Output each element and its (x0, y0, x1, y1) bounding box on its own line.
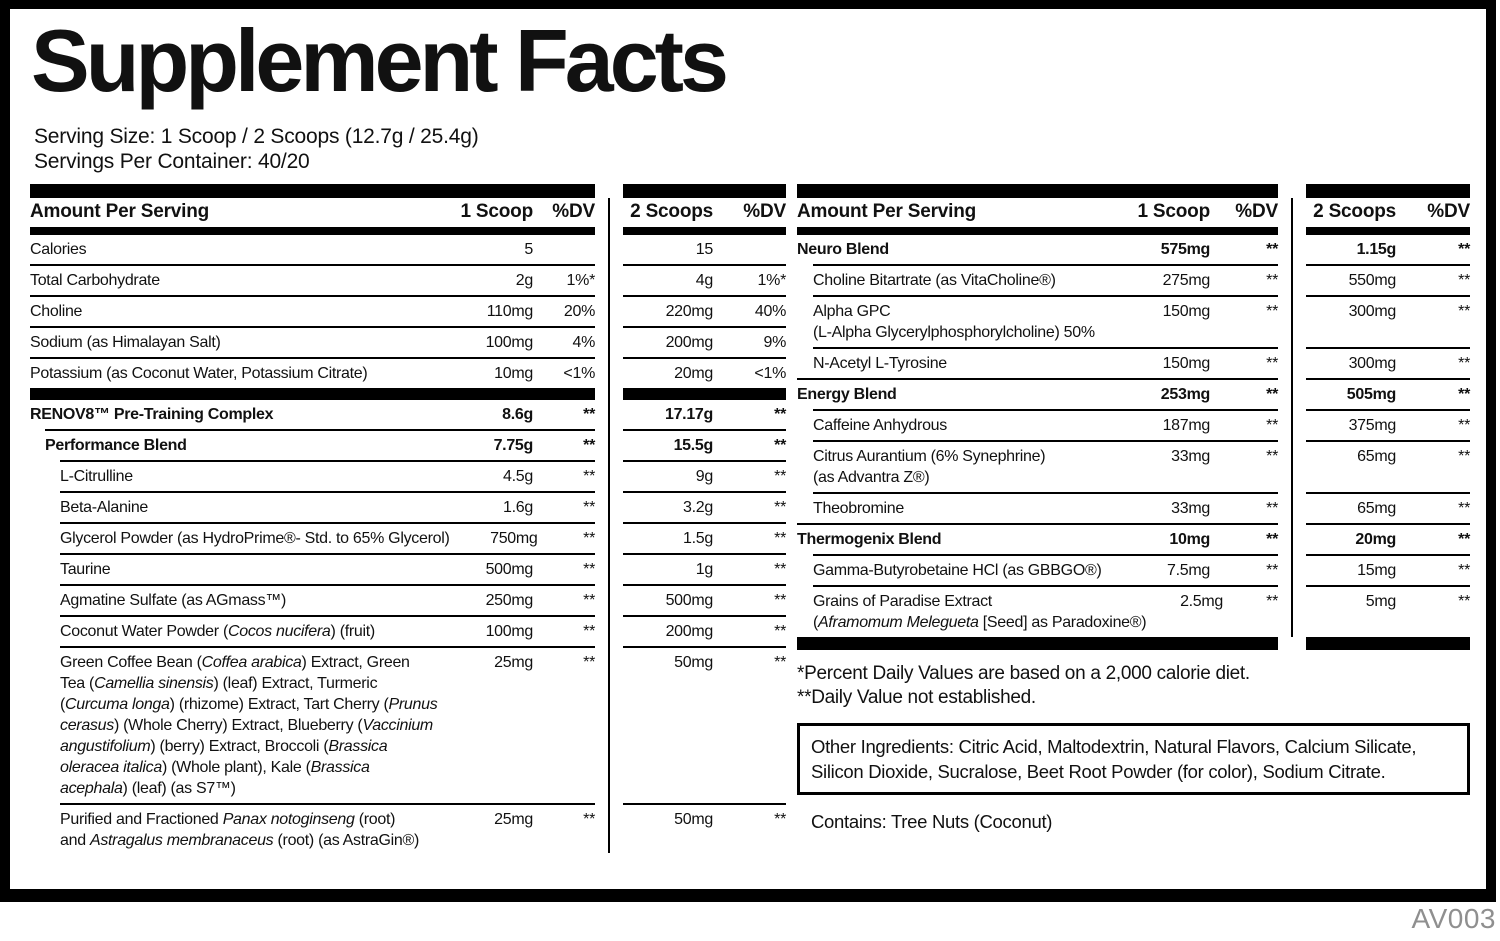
amount-1scoop: 150mg (1162, 303, 1210, 320)
amount-1scoop: 110mg (486, 303, 533, 320)
amount-1scoop: 4.5g (503, 468, 533, 485)
header-2scoops: 2 Scoops (630, 201, 713, 222)
header-dv: %DV (743, 201, 786, 222)
section-divider-bar (30, 388, 786, 400)
dv-1scoop: ** (583, 530, 595, 547)
header-amount-per-serving: Amount Per Serving (30, 201, 210, 222)
header-dv: %DV (552, 201, 595, 222)
ingredient-row (797, 492, 1470, 523)
ingredient-row (30, 646, 786, 803)
ingredient-row (797, 585, 1470, 637)
table-top-bar (797, 184, 1470, 198)
ingredient-name: Glycerol Powder (as HydroPrime®- Std. to 65% Glycerol) (60, 530, 450, 547)
ingredient-row (30, 295, 786, 326)
dv-2scoops: ** (774, 530, 786, 547)
dv-1scoop: ** (1266, 241, 1278, 258)
amount-2scoops: 505mg (1346, 386, 1396, 403)
amount-1scoop: 10mg (494, 365, 533, 382)
ingredient-row (797, 235, 1470, 264)
dv-1scoop: ** (583, 499, 595, 516)
nutrient-rows (30, 235, 786, 388)
nutrition-table-left (30, 184, 786, 855)
ingredient-row (797, 554, 1470, 585)
header-1scoop: 1 Scoop (460, 201, 533, 222)
amount-1scoop: 7.75g (493, 437, 533, 454)
ingredient-row (30, 491, 786, 522)
table-header-row (30, 198, 786, 227)
amount-2scoops: 50mg (674, 654, 713, 671)
ingredient-row (30, 357, 786, 388)
amount-1scoop: 250mg (485, 592, 533, 609)
header-2scoops: 2 Scoops (1313, 201, 1396, 222)
dv-1scoop: 20% (563, 303, 595, 320)
ingredient-name: Caffeine Anhydrous (813, 417, 947, 434)
dv-1scoop: 1%* (566, 272, 595, 289)
dv-2scoops: ** (774, 811, 786, 828)
amount-2scoops: 550mg (1348, 272, 1396, 289)
ingredient-row (797, 264, 1470, 295)
other-ingredients-box (797, 723, 1470, 795)
ingredient-name: Gamma-Butyrobetaine HCl (as GBBGO®) (813, 562, 1102, 579)
amount-2scoops: 65mg (1357, 500, 1396, 517)
dv-2scoops: ** (1458, 500, 1470, 517)
ingredient-name: Alpha GPC (L-Alpha Glycerylphosphorylcholine) 50% (813, 303, 1095, 341)
ingredient-row (797, 523, 1470, 554)
dv-1scoop: ** (583, 406, 595, 423)
dv-2scoops: ** (774, 468, 786, 485)
dv-1scoop: 4% (572, 334, 595, 351)
dv-2scoops: ** (774, 437, 786, 454)
ingredient-row (30, 553, 786, 584)
amount-1scoop: 150mg (1162, 355, 1210, 372)
dv-2scoops: 1%* (757, 272, 786, 289)
ingredient-row (30, 326, 786, 357)
amount-2scoops: 200mg (665, 334, 713, 351)
ingredient-row (797, 378, 1470, 409)
other-ingredients-text: Other Ingredients: Citric Acid, Maltodextrin, Natural Flavors, Calcium Silicate, Silicon Dioxide, Sucralose, Beet Root Powder (for color), Sodium Citrate. (811, 736, 1417, 782)
ingredient-row (30, 522, 786, 553)
dv-1scoop: ** (583, 623, 595, 640)
ingredient-name: Taurine (60, 561, 111, 578)
amount-1scoop: 750mg (490, 530, 538, 547)
ingredient-name: Citrus Aurantium (6% Synephrine) (as Advantra Z®) (813, 448, 1046, 486)
left-table-box (30, 184, 786, 855)
amount-1scoop: 7.5mg (1167, 562, 1210, 579)
ingredient-name: RENOV8™ Pre-Training Complex (30, 406, 274, 423)
ingredient-name: Green Coffee Bean (Coffea arabica) Extract, Green Tea (Camellia sinensis) (leaf) Extract, Turmeric (Curcuma longa) (rhizome) Extract, Tart Cherry (Prunus cerasus) (Whole Cherry) Extract, Blueberry (Vaccinium angustifolium) (berry) Extract, Broccoli (Brassica oleracea italica) (Whole plant), Kale (Brassica acephala) (leaf) (as S7™) (60, 654, 438, 797)
amount-2scoops: 15mg (1357, 562, 1396, 579)
header-divider-bar (797, 227, 1470, 235)
amount-2scoops: 200mg (665, 623, 713, 640)
dv-2scoops: ** (774, 592, 786, 609)
amount-2scoops: 17.17g (664, 406, 713, 423)
servings-per-container: Servings Per Container: 40/20 (34, 150, 310, 173)
serving-size: Serving Size: 1 Scoop / 2 Scoops (12.7g / 25.4g) (34, 125, 479, 148)
allergen-note: Contains: Tree Nuts (Coconut) (811, 811, 1053, 832)
amount-1scoop: 187mg (1162, 417, 1210, 434)
amount-2scoops: 50mg (674, 811, 713, 828)
amount-2scoops: 4g (695, 272, 713, 289)
ingredient-name: Thermogenix Blend (797, 531, 942, 548)
dv-1scoop: ** (1266, 417, 1278, 434)
daily-value-note: **Daily Value not established. (797, 687, 1036, 708)
ingredient-name: Theobromine (813, 500, 904, 517)
amount-1scoop: 575mg (1160, 241, 1210, 258)
amount-1scoop: 33mg (1171, 448, 1210, 465)
dv-2scoops: ** (1458, 417, 1470, 434)
amount-2scoops: 220mg (665, 303, 713, 320)
amount-2scoops: 9g (695, 468, 713, 485)
ingredient-name: Calories (30, 241, 87, 258)
dv-2scoops: ** (1458, 355, 1470, 372)
dv-2scoops: ** (774, 654, 786, 671)
amount-1scoop: 25mg (494, 811, 533, 828)
ingredient-row (30, 584, 786, 615)
ingredient-row (30, 460, 786, 491)
dv-1scoop: ** (1266, 448, 1278, 465)
dv-2scoops: ** (1458, 562, 1470, 579)
dv-2scoops: ** (774, 406, 786, 423)
dv-1scoop: ** (1266, 593, 1278, 610)
amount-1scoop: 100mg (485, 334, 533, 351)
dv-2scoops: ** (1458, 241, 1470, 258)
dv-2scoops: ** (774, 561, 786, 578)
percent-daily-value-note: *Percent Daily Values are based on a 2,000 calorie diet. (797, 663, 1250, 684)
amount-2scoops: 500mg (665, 592, 713, 609)
dv-1scoop: ** (1266, 355, 1278, 372)
table-header-row (797, 198, 1470, 227)
ingredient-name: Agmatine Sulfate (as AGmass™) (60, 592, 287, 609)
ingredient-name: Energy Blend (797, 386, 897, 403)
dv-2scoops: <1% (754, 365, 786, 382)
amount-1scoop: 5 (524, 241, 533, 258)
ingredient-row (30, 615, 786, 646)
amount-1scoop: 253mg (1160, 386, 1210, 403)
dv-1scoop: <1% (563, 365, 595, 382)
dv-2scoops: ** (1458, 593, 1470, 610)
amount-1scoop: 8.6g (502, 406, 533, 423)
dv-2scoops: ** (1458, 272, 1470, 289)
complex-rows (30, 400, 786, 855)
page-title: Supplement Facts (31, 11, 725, 110)
amount-1scoop: 33mg (1171, 500, 1210, 517)
ingredient-name: Choline Bitartrate (as VitaCholine®) (813, 272, 1056, 289)
ingredient-name: L-Citrulline (60, 468, 133, 485)
ingredient-row (30, 235, 786, 264)
ingredient-name: Neuro Blend (797, 241, 889, 258)
amount-2scoops: 5mg (1365, 593, 1396, 610)
table-top-bar (30, 184, 786, 198)
ingredient-name: Performance Blend (45, 437, 187, 454)
ingredient-name: N-Acetyl L-Tyrosine (813, 355, 947, 372)
amount-2scoops: 65mg (1357, 448, 1396, 465)
column-divider-line (608, 198, 610, 853)
dv-2scoops: ** (774, 499, 786, 516)
dv-1scoop: ** (1266, 500, 1278, 517)
ingredient-name: Choline (30, 303, 83, 320)
label-code: AV003 (1411, 903, 1496, 934)
amount-2scoops: 3.2g (683, 499, 713, 516)
dv-2scoops: 40% (754, 303, 786, 320)
amount-1scoop: 500mg (485, 561, 533, 578)
ingredient-row (30, 803, 786, 855)
amount-2scoops: 20mg (1355, 531, 1396, 548)
dv-2scoops: ** (774, 623, 786, 640)
ingredient-row (797, 440, 1470, 492)
header-dv: %DV (1235, 201, 1278, 222)
amount-2scoops: 15 (695, 241, 713, 258)
amount-2scoops: 300mg (1348, 355, 1396, 372)
dv-2scoops: 9% (763, 334, 786, 351)
dv-1scoop: ** (1266, 272, 1278, 289)
ingredient-row (30, 264, 786, 295)
dv-1scoop: ** (583, 437, 595, 454)
ingredient-row (797, 295, 1470, 347)
amount-2scoops: 15.5g (673, 437, 713, 454)
ingredient-row (30, 400, 786, 429)
amount-1scoop: 100mg (485, 623, 533, 640)
amount-2scoops: 1g (695, 561, 713, 578)
ingredient-name: Sodium (as Himalayan Salt) (30, 334, 221, 351)
amount-2scoops: 375mg (1348, 417, 1396, 434)
amount-1scoop: 275mg (1162, 272, 1210, 289)
header-dv: %DV (1427, 201, 1470, 222)
dv-1scoop: ** (583, 592, 595, 609)
ingredient-row (797, 409, 1470, 440)
amount-1scoop: 25mg (494, 654, 533, 671)
ingredient-name: Purified and Fractioned Panax notoginseng (root) and Astragalus membranaceus (root) (as AstraGin®) (60, 811, 420, 849)
column-divider-line (1291, 198, 1293, 637)
ingredient-name: Beta-Alanine (60, 499, 149, 516)
dv-1scoop: ** (1266, 303, 1278, 320)
header-divider-bar (30, 227, 786, 235)
ingredient-name: Coconut Water Powder (Cocos nucifera) (fruit) (60, 623, 375, 640)
ingredient-row (797, 347, 1470, 378)
amount-1scoop: 2.5mg (1180, 593, 1224, 610)
amount-1scoop: 2g (515, 272, 533, 289)
dv-1scoop: ** (583, 561, 595, 578)
dv-1scoop: ** (1266, 531, 1278, 548)
ingredient-name: Potassium (as Coconut Water, Potassium Citrate) (30, 365, 368, 382)
amount-2scoops: 20mg (674, 365, 713, 382)
dv-2scoops: ** (1458, 386, 1470, 403)
nutrition-table-right (797, 184, 1470, 833)
dv-1scoop: ** (583, 654, 595, 671)
dv-2scoops: ** (1458, 531, 1470, 548)
dv-1scoop: ** (583, 811, 595, 828)
amount-2scoops: 1.15g (1356, 241, 1396, 258)
ingredient-row (30, 429, 786, 460)
dv-1scoop: ** (1266, 562, 1278, 579)
amount-1scoop: 10mg (1169, 531, 1210, 548)
header-amount-per-serving: Amount Per Serving (797, 201, 977, 222)
amount-1scoop: 1.6g (503, 499, 533, 516)
dv-2scoops: ** (1458, 448, 1470, 465)
blend-rows (797, 235, 1470, 637)
table-bottom-bar (797, 637, 1470, 650)
ingredient-name: Total Carbohydrate (30, 272, 160, 289)
right-table-box (797, 184, 1470, 650)
dv-1scoop: ** (583, 468, 595, 485)
amount-2scoops: 1.5g (683, 530, 713, 547)
ingredient-name: Grains of Paradise Extract (Aframomum Melegueta [Seed] as Paradoxine®) (813, 593, 1147, 631)
header-1scoop: 1 Scoop (1137, 201, 1210, 222)
dv-2scoops: ** (1458, 303, 1470, 320)
amount-2scoops: 300mg (1348, 303, 1396, 320)
dv-1scoop: ** (1266, 386, 1278, 403)
